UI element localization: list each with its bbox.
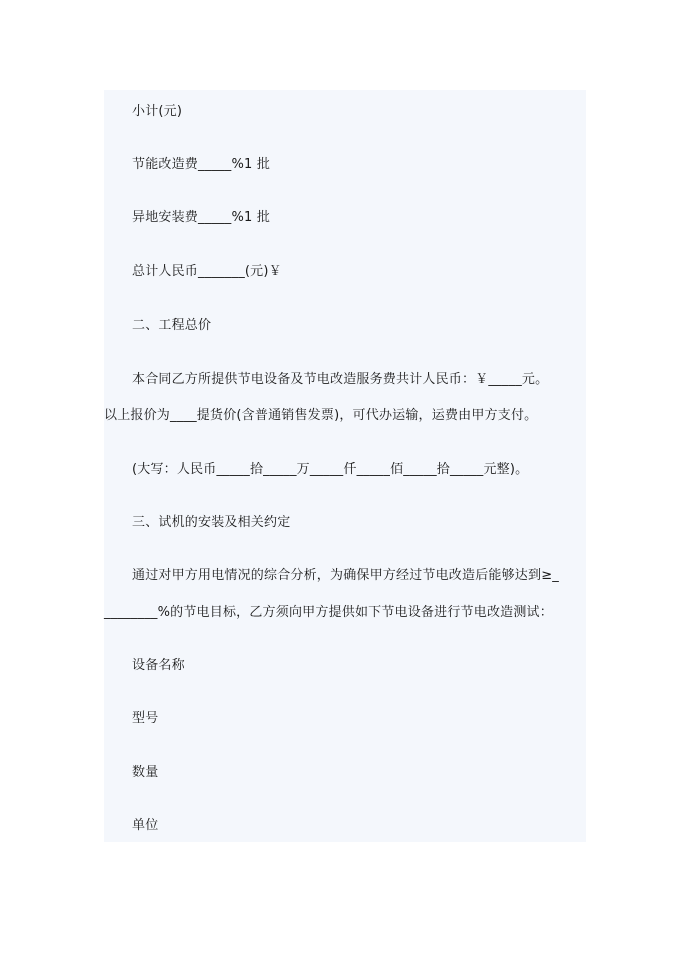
contract-total-paragraph: 本合同乙方所提供节电设备及节电改造服务费共计人民币：￥_____元。 (132, 372, 549, 387)
section-heading-trial-install: 三、试机的安装及相关约定 (132, 515, 291, 530)
analysis-paragraph-line-1: 通过对甲方用电情况的综合分析，为确保甲方经过节电改造后能够达到≥_ (132, 568, 559, 583)
section-heading-total-price: 二、工程总价 (132, 318, 212, 333)
subtotal-line: 小计(元) (132, 104, 183, 119)
model-label: 型号 (132, 711, 159, 726)
quantity-label: 数量 (132, 765, 159, 780)
analysis-paragraph-line-2: ________%的节电目标，乙方须向甲方提供如下节电设备进行节电改造测试： (104, 605, 553, 620)
quote-terms-paragraph: 以上报价为____提货价(含普通销售发票)，可代办运输，运费由甲方支付。 (104, 408, 538, 423)
unit-label: 单位 (132, 818, 159, 833)
energy-saving-fee-line: 节能改造费_____%1 批 (132, 157, 271, 172)
equipment-name-label: 设备名称 (132, 658, 185, 673)
amount-in-words-line: (大写：人民币_____拾_____万_____仟_____佰_____拾_____元整)。 (132, 462, 529, 477)
total-rmb-line: 总计人民币_______(元)￥ (132, 264, 282, 279)
remote-install-fee-line: 异地安装费_____%1 批 (132, 210, 271, 225)
